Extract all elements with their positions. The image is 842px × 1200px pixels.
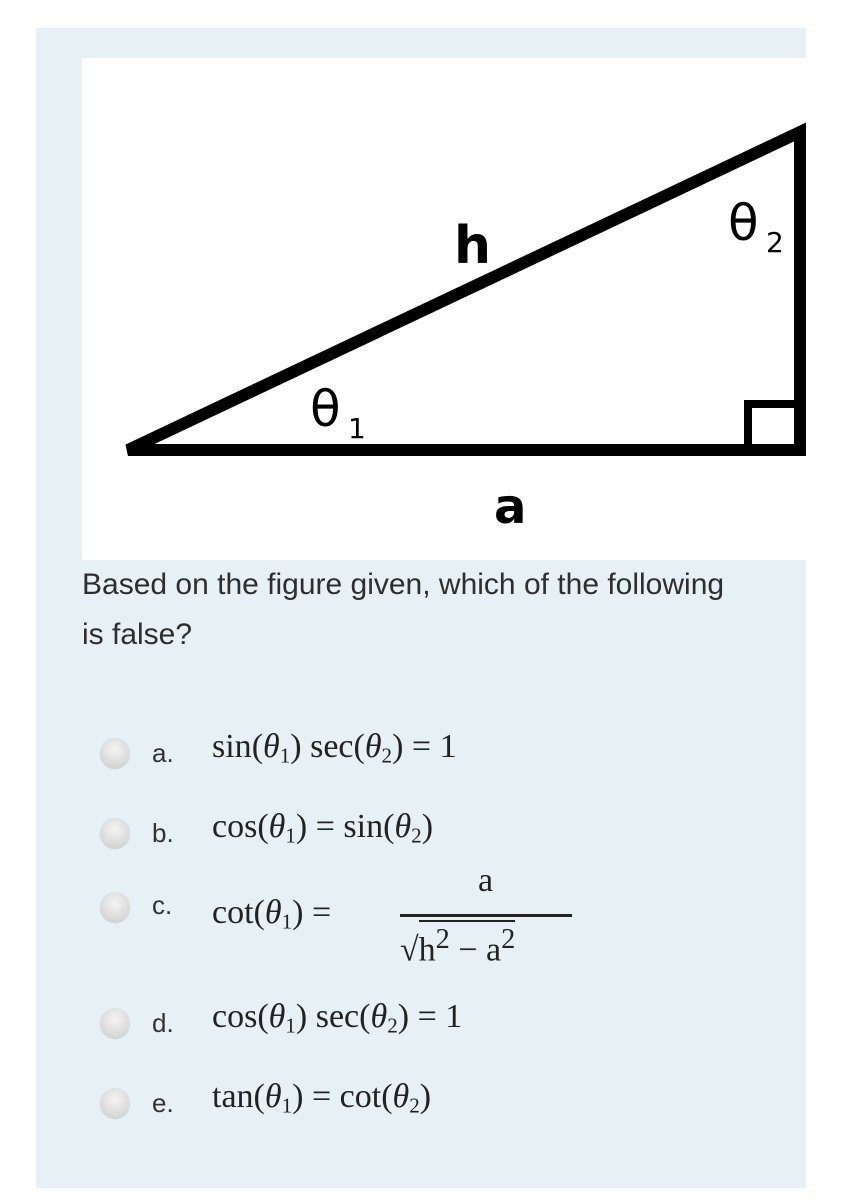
option-b-radio[interactable] [100, 818, 130, 848]
option-d-letter: d. [152, 1008, 174, 1038]
option-b[interactable] [100, 800, 700, 860]
theta1-symbol: θ [310, 380, 341, 438]
option-a-letter: a. [152, 738, 174, 768]
option-e[interactable] [100, 1070, 700, 1130]
triangle-outline [128, 132, 800, 450]
option-c-fraction-bar [400, 914, 572, 917]
option-e-expression: $\tan(\theta_1) = \cot(\theta_2)$ [212, 1078, 432, 1118]
right-angle-marker [748, 404, 800, 450]
option-a-expression: $\sin(\theta_1) \sec(\theta_2) = 1$ [212, 728, 457, 768]
theta2-subscript: 2 [766, 226, 784, 259]
theta2-symbol: θ [728, 194, 759, 252]
option-b-expression: $\cos(\theta_1) = \sin(\theta_2)$ [212, 808, 434, 848]
option-c-radio[interactable] [100, 892, 130, 922]
option-e-letter: e. [152, 1088, 174, 1118]
option-d[interactable] [100, 990, 700, 1050]
triangle-figure [82, 58, 806, 560]
option-c-letter: c. [152, 890, 173, 920]
option-c-lhs: $\cot(\theta_1)$ = [212, 894, 332, 934]
option-e-radio[interactable] [100, 1088, 130, 1118]
option-c-numerator: a [478, 862, 494, 899]
option-d-expression: $\cos(\theta_1) \sec(\theta_2) = 1$ [212, 998, 463, 1038]
option-d-radio[interactable] [100, 1008, 130, 1038]
question-text: Based on the figure given, which of the following is false? [82, 568, 725, 651]
option-c[interactable] [100, 862, 700, 982]
right-triangle-diagram [82, 58, 806, 560]
option-a[interactable] [100, 720, 700, 780]
hypotenuse-label: h [454, 216, 492, 276]
adjacent-side-label: a [494, 479, 527, 535]
theta1-subscript: 1 [348, 412, 366, 445]
option-b-letter: b. [152, 818, 174, 848]
option-a-radio[interactable] [100, 738, 130, 768]
option-c-denominator: $√h^2 - a^2$ [400, 920, 515, 969]
